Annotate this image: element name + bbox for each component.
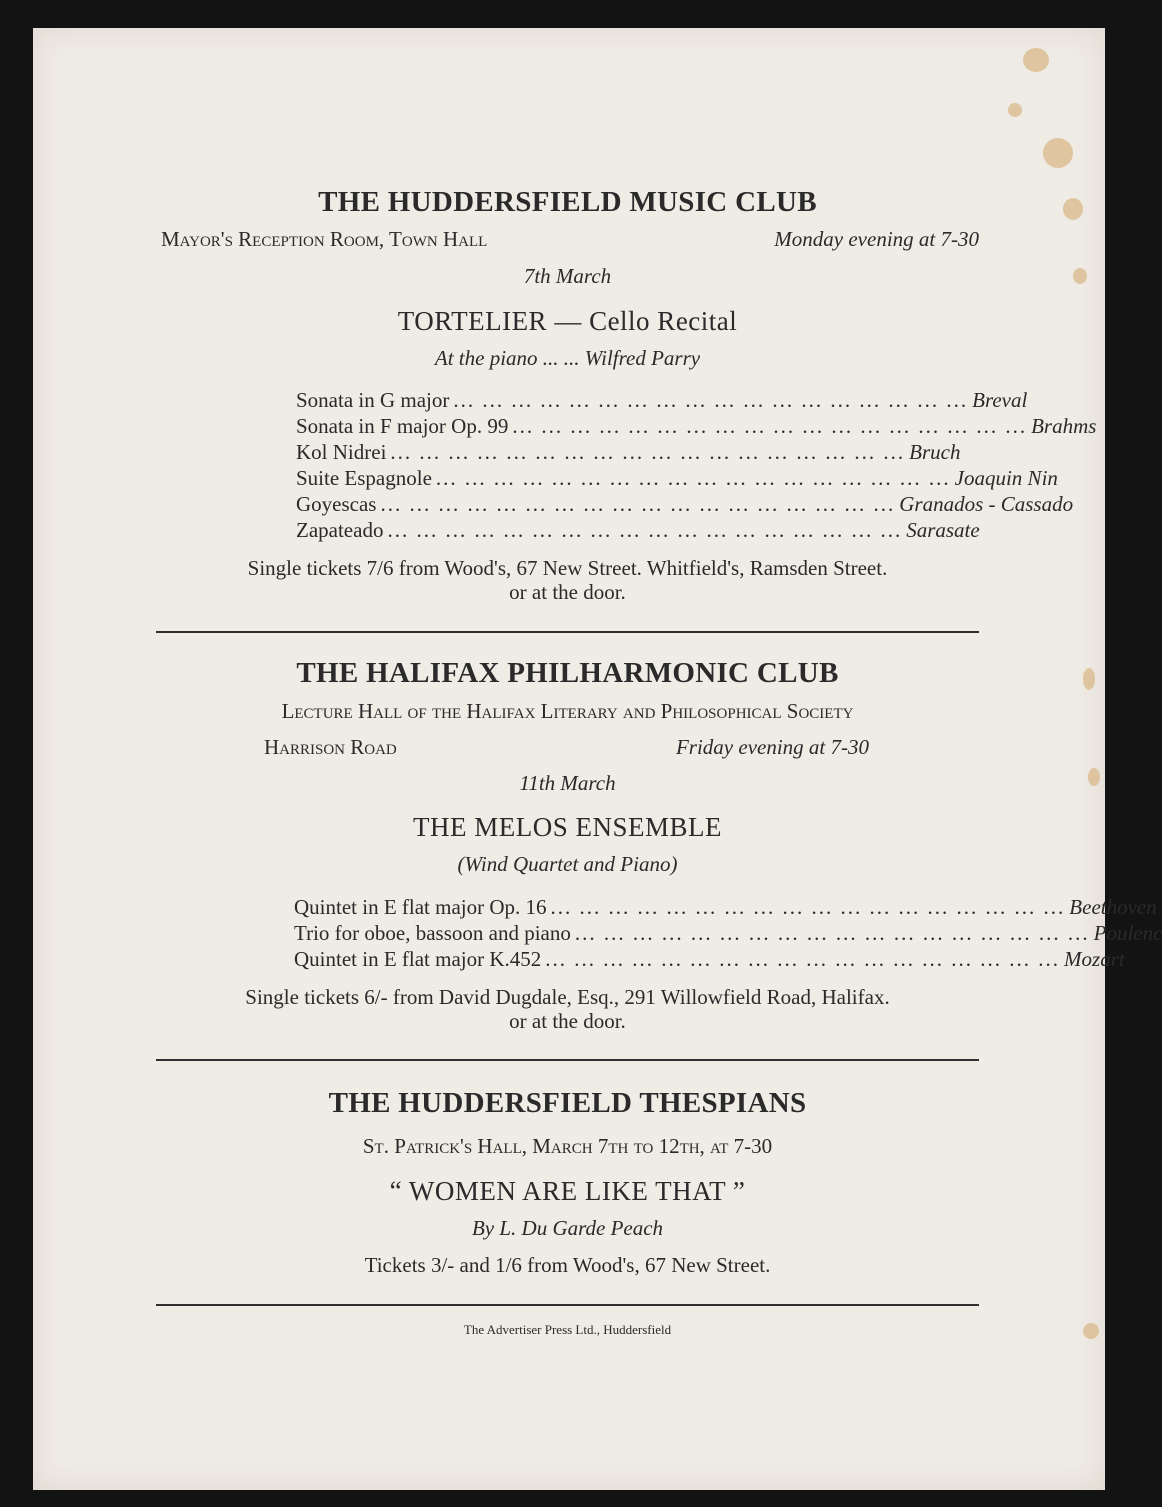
huddersfield-accompanist: At the piano ... ... Wilfred Parry (434, 346, 701, 370)
halifax-club-title: THE HALIFAX PHILHARMONIC CLUB (296, 657, 839, 689)
halifax-road: Harrison Road (264, 735, 397, 759)
halifax-programme (294, 894, 1162, 972)
programme-work: Sonata in F major Op. 99 (296, 414, 509, 438)
tickets-line: Single tickets 7/6 from Wood's, 67 New Street. Whitfield's, Ramsden Street. (247, 556, 888, 580)
halifax-road-row (264, 735, 869, 760)
programme-sheet (33, 28, 1162, 1490)
programme-composer: Beethoven (1069, 895, 1157, 919)
tickets-line: or at the door. (509, 580, 626, 604)
huddersfield-tickets (156, 556, 979, 604)
programme-work: Suite Espagnole (296, 466, 432, 490)
huddersfield-performer: TORTELIER — Cello Recital (397, 306, 738, 336)
programme-item (294, 894, 1157, 920)
tickets-line: or at the door. (509, 1009, 626, 1033)
programme-item (294, 920, 1162, 946)
halifax-subtitle: (Wind Quartet and Piano) (457, 852, 678, 876)
halifax-tickets (156, 985, 979, 1033)
programme-composer: Breval (972, 388, 1028, 412)
thespians-title: THE HUDDERSFIELD THESPIANS (328, 1087, 807, 1119)
programme-composer: Sarasate (906, 518, 980, 542)
programme-item (296, 517, 980, 543)
leader-dots: ... ... ... ... ... ... ... ... ... ... ... ... ... ... ... ... ... ... (453, 388, 969, 412)
halifax-performer: THE MELOS ENSEMBLE (413, 812, 722, 842)
tickets-line: Single tickets 6/- from David Dugdale, Esq., 291 Willowfield Road, Halifax. (245, 985, 890, 1009)
thespians-venue: St. Patrick's Hall, March 7th to 12th, at 7-30 (362, 1134, 773, 1158)
leader-dots: ... ... ... ... ... ... ... ... ... ... ... ... ... ... ... ... ... ... (512, 414, 1028, 438)
programme-composer: Bruch (909, 440, 961, 464)
programme-composer: Granados - Cassado (899, 492, 1074, 516)
programme-composer: Mozart (1064, 947, 1125, 971)
thespians-tickets: Tickets 3/- and 1/6 from Wood's, 67 New Street. (364, 1253, 771, 1277)
huddersfield-time: Monday evening at 7-30 (774, 227, 979, 251)
leader-dots: ... ... ... ... ... ... ... ... ... ... ... ... ... ... ... ... ... ... (550, 895, 1066, 919)
huddersfield-music-club-title: THE HUDDERSFIELD MUSIC CLUB (318, 186, 817, 218)
divider (156, 1059, 979, 1061)
thespians-author: By L. Du Garde Peach (471, 1216, 664, 1240)
programme-work: Zapateado (296, 518, 384, 542)
leader-dots: ... ... ... ... ... ... ... ... ... ... ... ... ... ... ... ... ... ... (435, 466, 951, 490)
programme-work: Quintet in E flat major K.452 (294, 947, 542, 971)
programme-composer: Poulenc (1093, 921, 1162, 945)
programme-item (294, 946, 1125, 972)
huddersfield-programme (296, 387, 1097, 543)
divider (156, 631, 979, 633)
thespians-play: “ WOMEN ARE LIKE THAT ” (389, 1176, 746, 1206)
halifax-time: Friday evening at 7-30 (675, 735, 869, 759)
programme-composer: Joaquin Nin (954, 466, 1058, 490)
halifax-date: 11th March (519, 771, 616, 795)
programme-work: Quintet in E flat major Op. 16 (294, 895, 547, 919)
programme-composer: Brahms (1031, 414, 1097, 438)
huddersfield-venue-row (161, 227, 979, 252)
programme-work: Goyescas (296, 492, 377, 516)
leader-dots: ... ... ... ... ... ... ... ... ... ... ... ... ... ... ... ... ... ... (390, 440, 906, 464)
leader-dots: ... ... ... ... ... ... ... ... ... ... ... ... ... ... ... ... ... ... (387, 518, 903, 542)
programme-work: Sonata in G major (296, 388, 450, 412)
leader-dots: ... ... ... ... ... ... ... ... ... ... ... ... ... ... ... ... ... ... (380, 492, 896, 516)
programme-item (296, 413, 1097, 439)
printer-credit: The Advertiser Press Ltd., Huddersfield (463, 1322, 672, 1337)
leader-dots: ... ... ... ... ... ... ... ... ... ... ... ... ... ... ... ... ... ... (545, 947, 1061, 971)
programme-work: Kol Nidrei (296, 440, 387, 464)
programme-item (296, 465, 1058, 491)
divider (156, 1304, 979, 1306)
leader-dots: ... ... ... ... ... ... ... ... ... ... ... ... ... ... ... ... ... ... (574, 921, 1090, 945)
programme-item (296, 491, 1074, 517)
huddersfield-venue: Mayor's Reception Room, Town Hall (161, 227, 488, 251)
programme-item (296, 387, 1028, 413)
halifax-venue: Lecture Hall of the Halifax Literary and Philosophical Society (281, 699, 854, 723)
programme-item (296, 439, 961, 465)
huddersfield-date: 7th March (523, 264, 612, 288)
programme-work: Trio for oboe, bassoon and piano (294, 921, 571, 945)
